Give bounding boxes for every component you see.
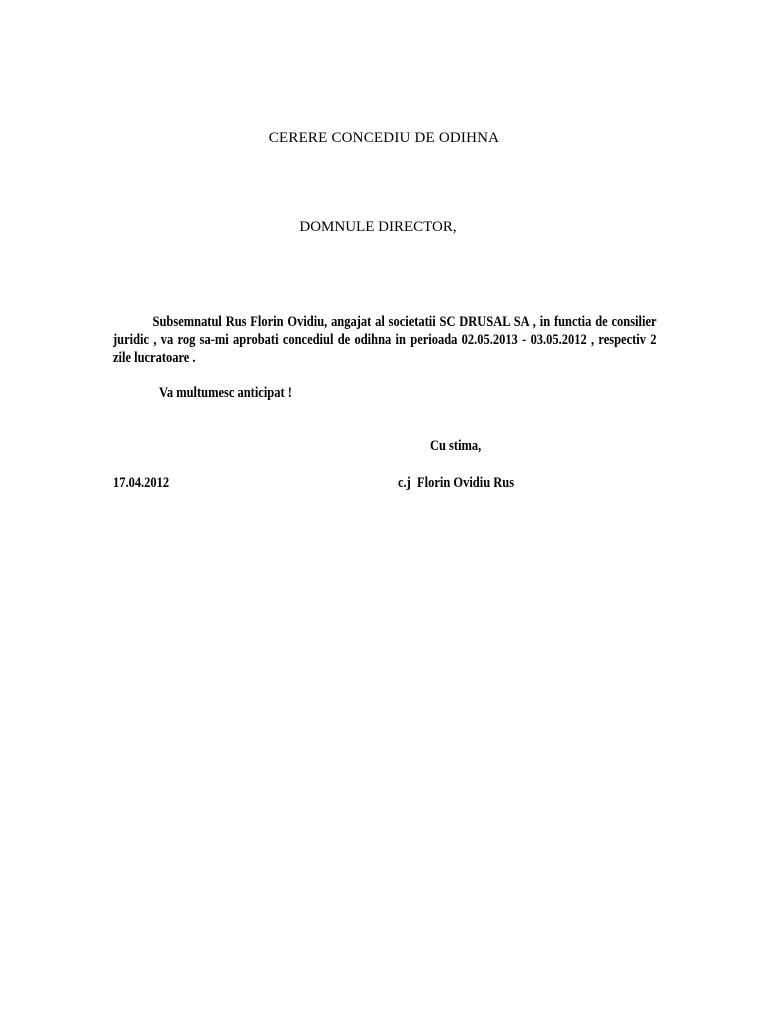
signature-line: c.j Florin Ovidiu Rus (398, 475, 515, 491)
regards-line: Cu stima, (430, 438, 482, 454)
thanks-line: Va multumesc anticipat ! (159, 385, 292, 401)
document-date: 17.04.2012 (113, 475, 170, 491)
request-paragraph: Subsemnatul Rus Florin Ovidiu, angajat al societatii SC DRUSAL SA , in functia de consilier juridic , va rog sa-mi aprobati concediul de odihna in perioada 02.05.2013 - 03.05.2012 , respectiv 2 zile lucratoare . (113, 314, 657, 366)
document-title: CERERE CONCEDIU DE ODIHNA (268, 130, 500, 146)
salutation: DOMNULE DIRECTOR, (299, 219, 457, 235)
